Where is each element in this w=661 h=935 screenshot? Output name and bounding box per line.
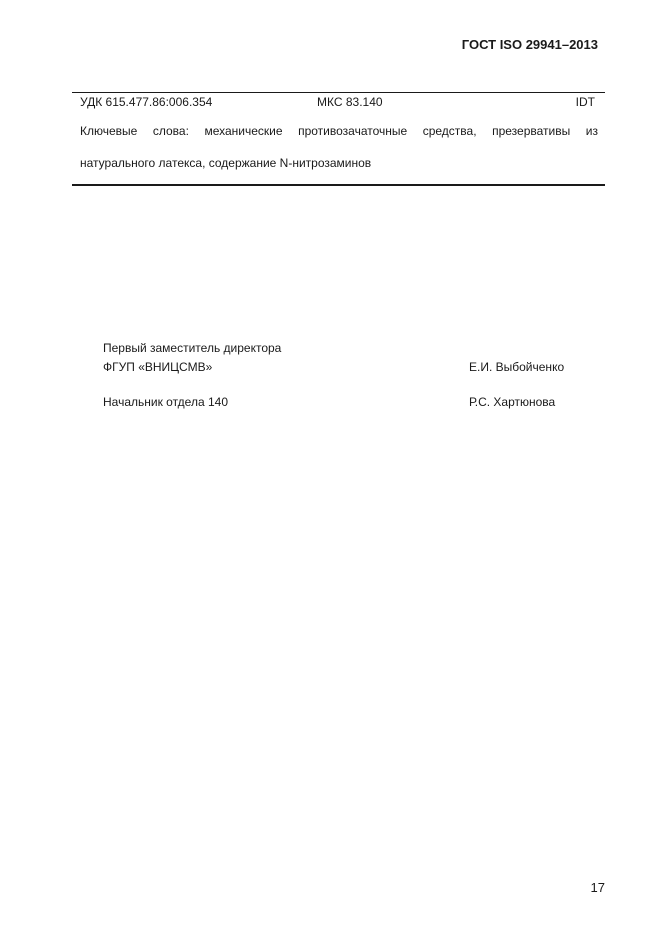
udk-code: УДК 615.477.86:006.354 [80, 95, 213, 109]
signatory-position-2: Начальник отдела 140 [103, 395, 228, 409]
page-number: 17 [590, 880, 605, 895]
signatory-name-1: Е.И. Выбойченко [469, 360, 565, 374]
mks-code: МКС 83.140 [317, 95, 383, 109]
signatory-name-2: Р.С. Хартюнова [469, 395, 556, 409]
bottom-divider [72, 184, 605, 186]
signatory-position-1-line-1: Первый заместитель директора [103, 341, 282, 355]
signatory-position-1-line-2: ФГУП «ВНИЦСМВ» [103, 360, 213, 374]
top-divider [72, 92, 605, 93]
keywords-line-1: Ключевые слова: механические противозачаточные средства, презервативы из [80, 124, 598, 138]
idt-mark: IDT [575, 95, 595, 109]
standard-designation: ГОСТ ISO 29941–2013 [461, 37, 598, 52]
keywords-line-2: натурального латекса, содержание N-нитрозаминов [80, 156, 372, 170]
